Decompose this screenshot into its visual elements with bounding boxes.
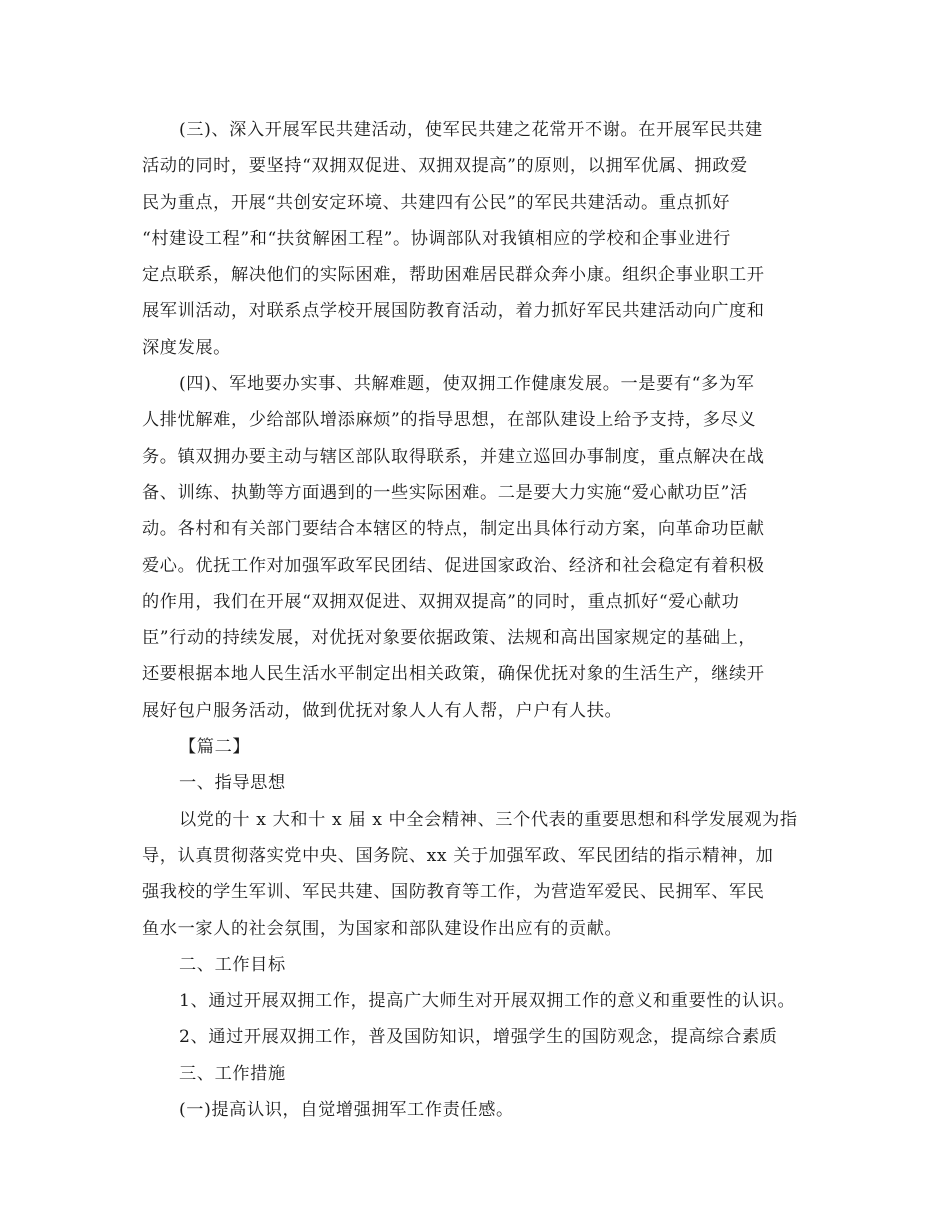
- text-line: 以党的十 x 大和十 x 届 x 中全会精神、三个代表的重要思想和科学发展观为指: [179, 809, 798, 830]
- text-line: 鱼水一家人的社会氛围，为国家和部队建设作出应有的贡献。: [142, 918, 623, 939]
- text-line: 三、工作措施: [179, 1063, 286, 1084]
- text-line: 二、工作目标: [179, 954, 286, 975]
- text-line: 务。镇双拥办要主动与辖区部队取得联系，并建立巡回办事制度，重点解决在战: [142, 446, 765, 467]
- document-body: [142, 112, 812, 1128]
- text-line: 的作用，我们在开展“双拥双促进、双拥双提高”的同时，重点抓好“爱心献功: [142, 591, 740, 612]
- text-line: 定点联系，解决他们的实际困难，帮助困难居民群众奔小康。组织企事业职工开: [142, 265, 765, 286]
- text-line: (三)、深入开展军民共建活动，使军民共建之花常开不谢。在开展军民共建: [179, 120, 763, 140]
- text-line: 2、通过开展双拥工作，普及国防知识，增强学生的国防观念，提高综合素质: [179, 1027, 778, 1048]
- text-line: 动。各村和有关部门要结合本辖区的特点，制定出具体行动方案，向革命功臣献: [142, 519, 765, 540]
- text-line: 人排忧解难，少给部队增添麻烦”的指导思想，在部队建设上给予支持，多尽义: [142, 410, 757, 431]
- text-line: “村建设工程”和“扶贫解困工程”。协调部队对我镇相应的学校和企事业进行: [142, 228, 731, 249]
- text-line: 展军训活动，对联系点学校开展国防教育活动，着力抓好军民共建活动向广度和: [142, 301, 765, 322]
- text-line: 备、训练、执勤等方面遇到的一些实际困难。二是要大力实施“爱心献功臣”活: [142, 482, 748, 503]
- text-line: 臣”行动的持续发展，对优抚对象要依据政策、法规和高出国家规定的基础上，: [142, 628, 757, 649]
- text-line: 活动的同时，要坚持“双拥双促进、双拥双提高”的原则，以拥军优属、拥政爱: [142, 156, 748, 177]
- text-line: 【篇二】: [179, 737, 251, 758]
- text-line: 还要根据本地人民生活水平制定出相关政策，确保优抚对象的生活生产，继续开: [142, 664, 765, 685]
- text-line: (四)、军地要办实事、共解难题，使双拥工作健康发展。一是要有“多为军: [179, 374, 755, 395]
- text-line: 展好包户服务活动，做到优抚对象人人有人帮，户户有人扶。: [142, 700, 623, 721]
- text-line: 强我校的学生军训、军民共建、国防教育等工作，为营造军爱民、民拥军、军民: [142, 882, 765, 903]
- text-line: 导，认真贯彻落实党中央、国务院、xx 关于加强军政、军民团结的指示精神，加: [142, 845, 774, 866]
- text-line: 爱心。优抚工作对加强军政军民团结、促进国家政治、经济和社会稳定有着积极: [142, 555, 765, 576]
- text-line: 民为重点，开展“共创安定环境、共建四有公民”的军民共建活动。重点抓好: [142, 192, 730, 213]
- text-line: 1、通过开展双拥工作，提高广大师生对开展双拥工作的意义和重要性的认识。: [179, 991, 796, 1012]
- text-line: 一、指导思想: [179, 773, 286, 794]
- text-line: (一)提高认识，自觉增强拥军工作责任感。: [179, 1100, 514, 1121]
- text-line: 深度发展。: [142, 337, 231, 358]
